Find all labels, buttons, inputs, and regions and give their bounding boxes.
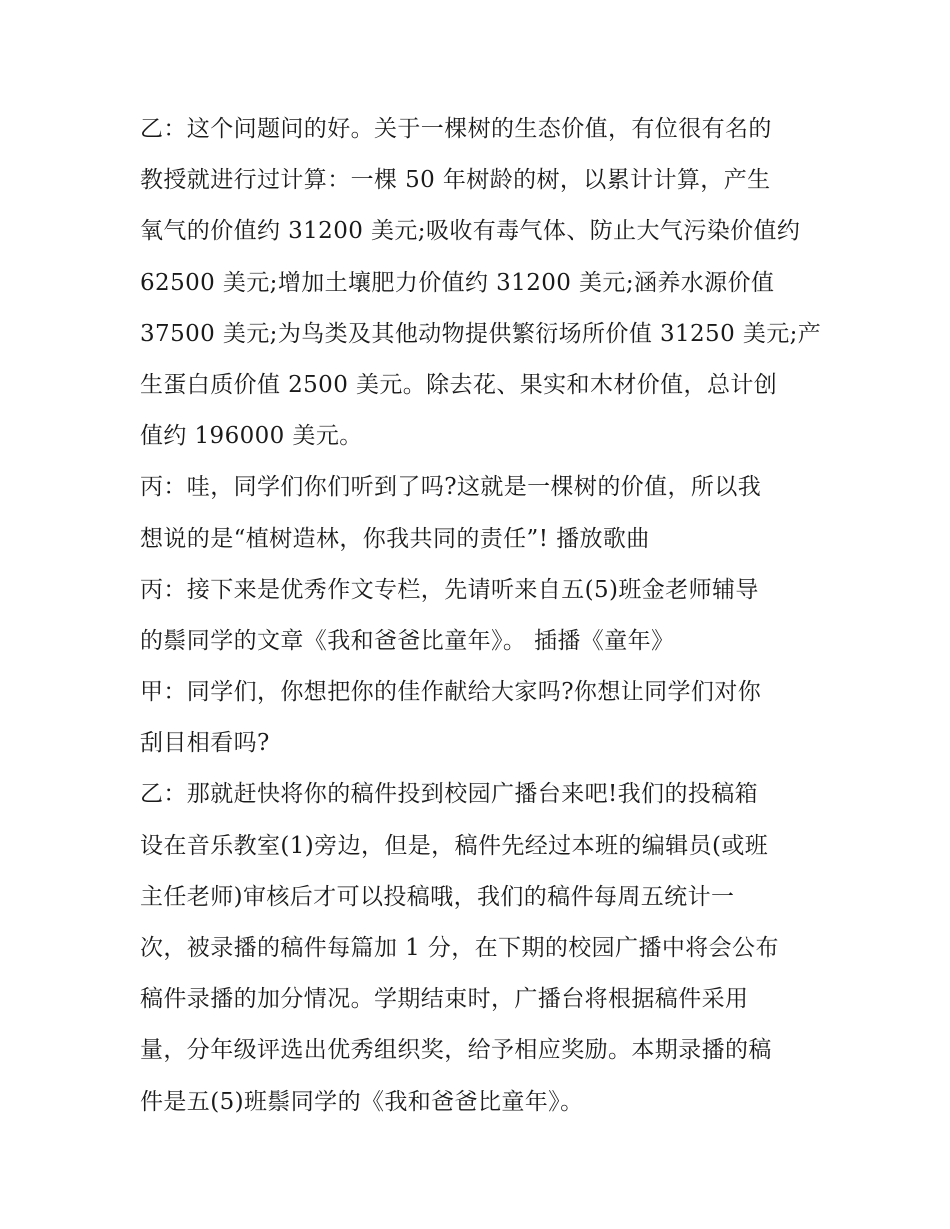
text-line-1: 乙：这个问题问的好。关于一棵树的生态价值，有位很有名的 xyxy=(140,116,772,142)
text-line-4: 62500 美元;增加土壤肥力价值约 31200 美元;涵养水源价值 xyxy=(140,269,775,296)
text-line-9: 想说的是“植树造林，你我共同的责任”! 播放歌曲 xyxy=(140,525,650,552)
text-line-14: 乙：那就赶快将你的稿件投到校园广播台来吧!我们的投稿箱 xyxy=(140,781,759,808)
text-line-13: 刮目相看吗? xyxy=(140,730,270,757)
text-line-19: 量，分年级评选出优秀组织奖，给予相应奖励。本期录播的稿 xyxy=(140,1037,772,1064)
text-line-16: 主任老师)审核后才可以投稿哦，我们的稿件每周五统计一 xyxy=(140,883,735,910)
text-line-6: 生蛋白质价值 2500 美元。除去花、果实和木材价值，总计创 xyxy=(140,371,778,398)
text-line-12: 甲：同学们，你想把你的佳作献给大家吗?你想让同学们对你 xyxy=(140,679,762,706)
text-line-10: 丙：接下来是优秀作文专栏，先请听来自五(5)班金老师辅导 xyxy=(140,576,759,603)
text-line-8: 丙：哇，同学们你们听到了吗?这就是一棵树的价值，所以我 xyxy=(140,474,762,501)
text-line-20: 件是五(5)班鬃同学的《我和爸爸比童年》。 xyxy=(140,1088,584,1115)
text-line-2: 教授就进行过计算：一棵 50 年树龄的树，以累计计算，产生 xyxy=(140,167,771,194)
text-line-11: 的鬃同学的文章《我和爸爸比童年》。 插播《童年》 xyxy=(140,627,675,654)
document-body xyxy=(140,104,820,1128)
text-line-15: 设在音乐教室(1)旁边，但是，稿件先经过本班的编辑员(或班 xyxy=(140,832,769,859)
text-line-3: 氧气的价值约 31200 美元;吸收有毒气体、防止大气污染价值约 xyxy=(140,218,801,245)
text-line-7: 值约 196000 美元。 xyxy=(140,423,363,450)
text-line-18: 稿件录播的加分情况。学期结束时，广播台将根据稿件采用 xyxy=(140,986,749,1013)
text-line-17: 次，被录播的稿件每篇加 1 分，在下期的校园广播中将会公布 xyxy=(140,935,779,961)
text-line-5: 37500 美元;为鸟类及其他动物提供繁衍场所价值 31250 美元;产 xyxy=(140,320,822,347)
